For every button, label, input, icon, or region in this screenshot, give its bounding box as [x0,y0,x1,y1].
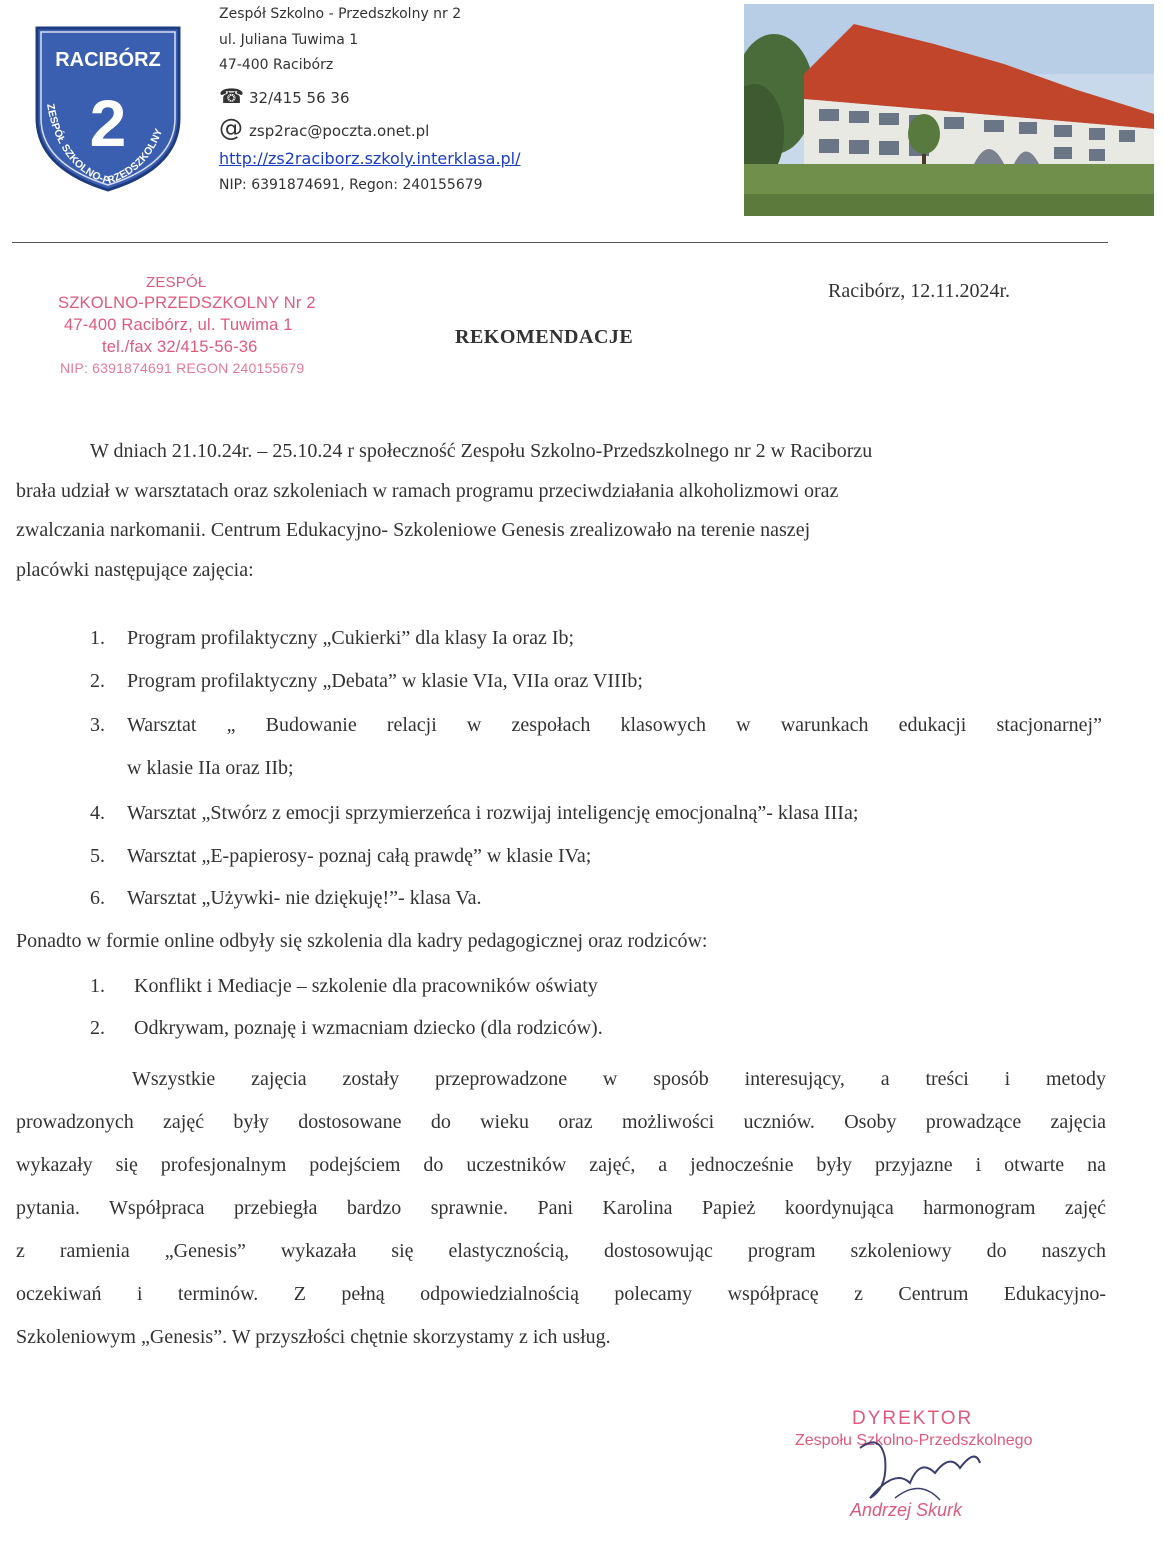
closing-line-7: Szkoleniowym „Genesis”. W przyszłości chętnie skorzystamy z ich usług. [16,1326,611,1348]
phone-line [219,84,349,108]
list-item-text: Warsztat „Używki- nie dziękuję!”- klasa Va. [127,887,482,909]
closing-line-3: wykazały się profesjonalnym podejściem do uczestników zajęć, a jednocześnie były przyjazne i otwarte na [16,1154,1106,1176]
school-street: ul. Juliana Tuwima 1 [219,32,359,48]
closing-line-5: z ramienia „Genesis” wykazała się elastycznością, dostosowując program szkoleniowy do naszych [16,1240,1106,1262]
stamp-line-5: NIP: 6391874691 REGON 240155679 [60,360,305,376]
stamp-line-2: SZKOLNO-PRZEDSZKOLNY Nr 2 [58,294,316,312]
website-link[interactable]: http://zs2raciborz.szkoly.interklasa.pl/ [219,149,521,168]
phone-icon: ☎ [219,84,244,108]
badge-city: RACIBÓRZ [55,49,161,71]
intro-paragraph [16,432,1106,590]
list-item-text-cont: w klasie IIa oraz IIb; [127,757,294,779]
email-address[interactable]: zsp2rac@poczta.onet.pl [249,122,430,140]
header-divider [12,242,1108,243]
list-item-text: Warsztat „ Budowanie relacji w zespołach klasowych w warunkach edukacji stacjonarnej” [127,714,1102,736]
list-item: 1. [90,975,105,997]
intro-line-3: zwalczania narkomanii. Centrum Edukacyjno- Szkoleniowe Genesis zrealizowało na terenie naszej [16,519,811,541]
stamp-line-1: ZESPÓŁ [146,274,207,291]
list-item: 2. [90,670,105,692]
school-building-photo [744,4,1154,216]
signature-institution: Zespołu Szkolno-Przedszkolnego [795,1432,1033,1449]
school-city: 47-400 Racibórz [219,57,334,73]
intro-line-4: placówki następujące zajęcia: [16,558,254,581]
handwritten-signature [840,1428,990,1508]
signature-name: Andrzej Skurk [850,1500,963,1520]
closing-line-4: pytania. Współpraca przebiegła bardzo sprawnie. Pani Karolina Papież koordynująca harmonogram zajęć [16,1197,1106,1219]
online-intro: Ponadto w formie online odbyły się szkolenia dla kadry pedagogicznej oraz rodziców: [16,930,708,952]
intro-line-1: W dniach 21.10.24r. – 25.10.24 r społeczność Zespołu Szkolno-Przedszkolnego nr 2 w Raciborzu [90,440,873,462]
badge-arc-text: ZESPÓŁ SZKOLNO-PRZEDSZKOLNY [43,102,166,188]
school-badge-logo [33,18,183,194]
signature-title: DYREKTOR [852,1408,974,1429]
intro-line-2: brała udział w warsztatach oraz szkoleniach w ramach programu przeciwdziałania alkoholizmowi oraz [16,479,839,502]
nip-regon: NIP: 6391874691, Regon: 240155679 [219,177,483,193]
list-item-text: Warsztat „Stwórz z emocji sprzymierzeńca i rozwijaj inteligencję emocjonalną”- klasa IIIa; [127,802,859,824]
stamp-line-3: 47-400 Racibórz, ul. Tuwima 1 [64,316,293,334]
phone-number: 32/415 56 36 [249,89,350,107]
at-icon: @ [219,114,243,142]
list-item-text: Odkrywam, poznaję i wzmacniam dziecko (dla rodziców). [134,1017,603,1039]
closing-line-2: prowadzonych zajęć były dostosowane do wieku oraz możliwości uczniów. Osoby prowadzące zajęcia [16,1111,1106,1133]
stamp-line-4: tel./fax 32/415-56-36 [102,338,258,356]
closing-line-1: Wszystkie zajęcia zostały przeprowadzone w sposób interesujący, a treści i metody [132,1068,1106,1090]
closing-paragraph [16,1058,1106,1359]
email-line [219,114,429,142]
list-item: 2. [90,1017,105,1039]
list-item-text: Program profilaktyczny „Cukierki” dla klasy Ia oraz Ib; [127,627,575,649]
list-item-text: Warsztat „E-papierosy- poznaj całą prawdę” w klasie IVa; [127,845,592,867]
list-item: 5. [90,845,105,867]
list-item: 6. [90,887,105,909]
list-item-text: Konflikt i Mediacje – szkolenie dla pracowników oświaty [134,975,598,997]
list-item: 4. [90,802,105,824]
school-name: Zespół Szkolno - Przedszkolny nr 2 [219,6,462,22]
document-title: REKOMENDACJE [455,326,634,348]
place-date: Racibórz, 12.11.2024r. [828,280,1011,302]
list-item: 3. [90,714,105,736]
closing-line-6: oczekiwań i terminów. Z pełną odpowiedzialnością polecamy współpracę z Centrum Edukacyjno- [16,1283,1106,1305]
badge-number: 2 [89,86,127,160]
list-item: 1. [90,627,105,649]
website-line [219,149,521,168]
list-item-text: Program profilaktyczny „Debata” w klasie VIa, VIIa oraz VIIIb; [127,670,643,692]
